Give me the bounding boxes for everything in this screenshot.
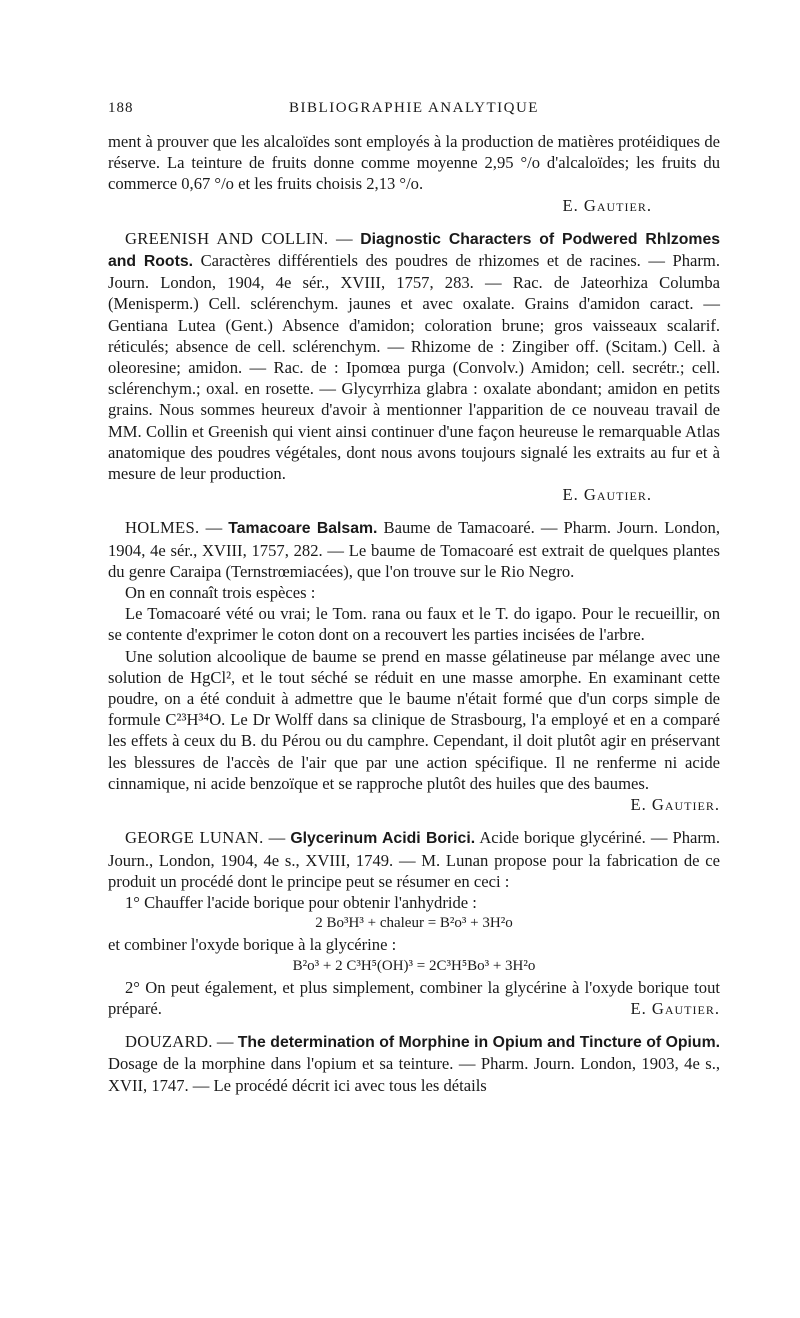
entry-title: Diagnostic Characters of Podwered Rhlzomes and Roots.	[108, 230, 721, 271]
intro-paragraph: ment à prouver que les alcaloïdes sont employés à la production de matières protéidiques de réserve. La teinture de fruits donne comme moyenne 2,95 °/o d'alcaloïdes; les fruits du commerce 0,67 °/o et les fruits choisis 2,13 °/o.	[108, 132, 720, 194]
signature: E. Gautier.	[562, 485, 652, 505]
page-number: 188	[108, 100, 134, 116]
signature: E. Gautier.	[630, 795, 720, 815]
formula-2: B²o³ + 2 C³H⁵(OH)³ = 2C³H⁵Bo³ + 3H²o	[292, 957, 536, 974]
entry-authors: GEORGE LUNAN.	[125, 828, 264, 848]
page-header	[108, 100, 720, 124]
step-2: 2° On peut également, et plus simplement, combiner la glycérine à l'oxyde borique tout préparé. E. Gautier.	[108, 977, 720, 1018]
signature: E. Gautier.	[562, 195, 652, 215]
page-body	[108, 131, 720, 1096]
entry-lunan: GEORGE LUNAN. — Glycerinum Acidi Borici. Acide borique glycériné. — Pharm. Journ., London, 1904, 4e s., XVIII, 1749. — M. Lunan propose pour la fabrication de ce produit un procédé dont le principe peut se résumer en ceci :	[108, 828, 720, 891]
entry-title: Glycerinum Acidi Borici.	[290, 830, 476, 848]
entry-paragraph: Le Tomacoaré vété ou vrai; le Tom. rana ou faux et le T. do igapo. Pour le recueillir, on se contente d'exprimer le coton dont on a recouvert les parties incisées de l'arbre.	[108, 604, 720, 645]
entry-text: Caractères différentiels des poudres de rhizomes et de racines. — Pharm. Journ. London, 1904, 4e sér., XVIII, 1757, 283. — Rac. de Jateorhiza Columba (Menisperm.) Cell. sclérenchym. jaunes et avec oxalate. Grains d'amidon caract. — Gentiana Lutea (Gent.) Absence d'amidon; coloration brune; gros vaisseaux scalarif. réticulés; absence de cell. sclérenchym. — Rhizome de : Zingiber off. (Scitam.) Cell. à oleoresine; amidon. — Rac. de : Ipomœa purga (Convolv.) Amidon; cell. secrétr.; cell. sclérenchym.; oxal. en rosette. — Glycyrrhiza glabra : oxalate abondant; amidon en petits grains. Nous sommes heureux d'avoir à mentionner l'apparition de ce nouveau travail de MM. Collin et Greenish qui vient ainsi continuer d'une façon heureuse le remarquable Atlas anatomique des poudres végétales, dont nous avons toujours signalé les extraits au fur et à mesure de leur production.	[108, 251, 720, 484]
entry-paragraph: Une solution alcoolique de baume se prend en masse gélatineuse par mélange avec une solution de HgCl², et le tout séché se réduit en une masse amorphe. En examinant cette poudre, on a été conduit à admettre que le baume n'était formé que d'un corps simple de formule C²³H³⁴O. Le Dr Wolff dans sa clinique de Strasbourg, l'a employé et en a comparé les effets à ceux du B. du Pérou ou du camphre. Cependant, il doit plutôt agir en préservant les blessures de l'accès de l'air que par une action spécifique. Il ne renferme ni acide cinnamique, ni acide benzoïque et se rapproche plutôt des huiles que des baumes. E. Gautier.	[108, 646, 720, 815]
entry-paragraph: On en connaît trois espèces :	[125, 583, 316, 603]
entry-title: Tamacoare Balsam.	[228, 520, 378, 538]
entry-greenish-collin: GREENISH AND COLLIN. — Diagnostic Characters of Podwered Rhlzomes and Roots. Caractères différentiels des poudres de rhizomes et de racines. — Pharm. Journ. London, 1904, 4e sér., XVIII, 1757, 283. — Rac. de Jateorhiza Columba (Menisperm.) Cell. sclérenchym. jaunes et avec oxalate. Grains d'amidon caract. — Gentiana Lutea (Gent.) Absence d'amidon; coloration brune; gros vaisseaux scalarif. réticulés; absence de cell. sclérenchym. — Rhizome de : Zingiber off. (Scitam.) Cell. à oleoresine; amidon. — Rac. de : Ipomœa purga (Convolv.) Amidon; cell. secrétr.; cell. sclérenchym.; oxal. en rosette. — Glycyrrhiza glabra : oxalate abondant; amidon en petits grains. Nous sommes heureux d'avoir à mentionner l'apparition de ce nouveau travail de MM. Collin et Greenish qui vient ainsi continuer d'une façon heureuse le remarquable Atlas anatomique des poudres végétales, dont nous avons toujours signalé les extraits au fur et à mesure de leur production.	[108, 228, 721, 484]
step-1b: et combiner l'oxyde borique à la glycérine :	[108, 935, 397, 955]
step-1: 1° Chauffer l'acide borique pour obtenir l'anhydride :	[125, 892, 477, 912]
entry-text: Acide borique glycériné. — Pharm. Journ., London, 1904, 4e s., XVIII, 1749. — M. Lunan propose pour la fabrication de ce produit un procédé dont le principe peut se résumer en ceci :	[108, 828, 720, 891]
entry-text: Dosage de la morphine dans l'opium et sa teinture. — Pharm. Journ. London, 1903, 4e s., XVII, 1747. — Le procédé décrit ici avec tous les détails	[108, 1054, 720, 1095]
entry-douzard: DOUZARD. — The determination of Morphine in Opium and Tincture of Opium. Dosage de la morphine dans l'opium et sa teinture. — Pharm. Journ. London, 1903, 4e s., XVII, 1747. — Le procédé décrit ici avec tous les détails	[108, 1032, 721, 1095]
entry-authors: GREENISH AND COLLIN.	[125, 228, 329, 248]
entry-text: Baume de Tamacoaré. — Pharm. Journ. London, 1904, 4e sér., XVIII, 1757, 282. — Le baume de Tomacoaré est extrait de quelques plantes du genre Caraipa (Ternstrœmiacées), que l'on trouve sur le Rio Negro.	[108, 518, 720, 581]
entry-title: The determination of Morphine in Opium and Tincture of Opium.	[237, 1034, 721, 1052]
running-title: BIBLIOGRAPHIE ANALYTIQUE	[289, 100, 539, 116]
entry-holmes: HOLMES. — Tamacoare Balsam. Baume de Tamacoaré. — Pharm. Journ. London, 1904, 4e sér., XVIII, 1757, 282. — Le baume de Tomacoaré est extrait de quelques plantes du genre Caraipa (Ternstrœmiacées), que l'on trouve sur le Rio Negro.	[108, 518, 720, 581]
formula-1: 2 Bo³H³ + chaleur = B²o³ + 3H²o	[315, 915, 513, 932]
entry-authors: HOLMES.	[125, 518, 200, 538]
signature: E. Gautier.	[630, 998, 720, 1018]
entry-authors: DOUZARD.	[125, 1032, 213, 1052]
